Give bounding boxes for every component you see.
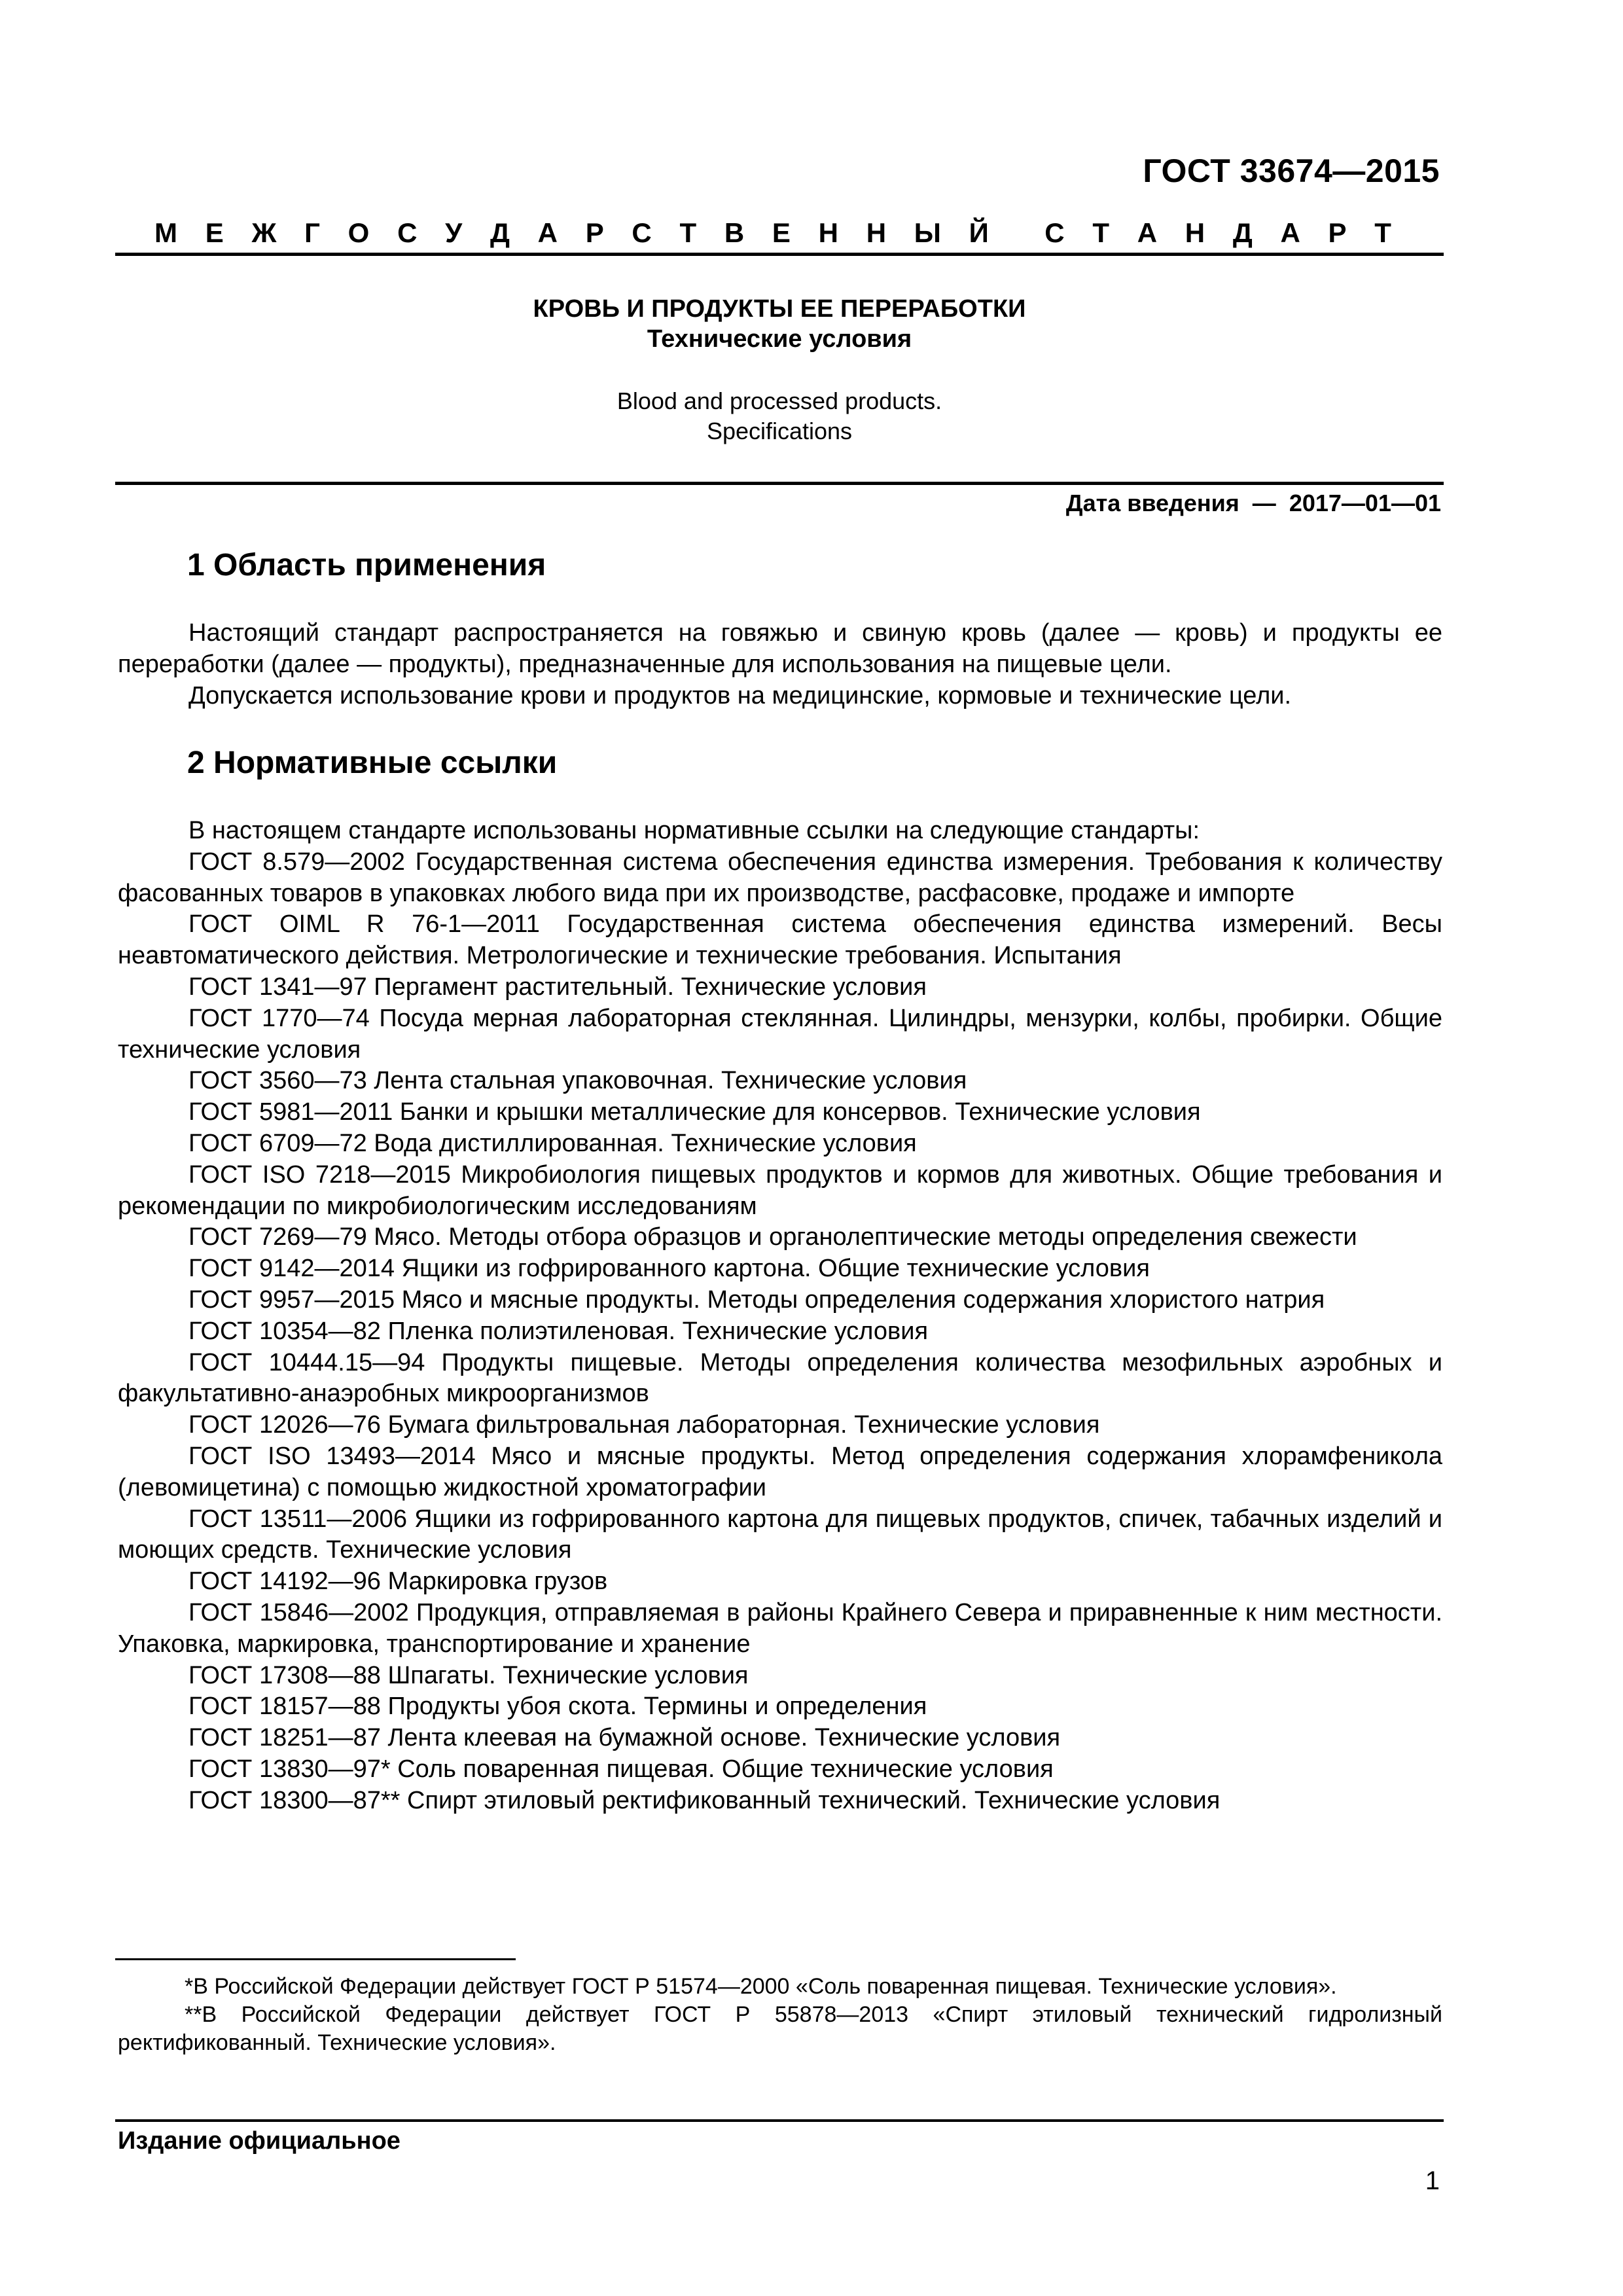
reference-item: ГОСТ 9142—2014 Ящики из гофрированного картона. Общие технические условия: [188, 1255, 1150, 1283]
reference-item: ГОСТ OIML R 76-1—2011 Государственная система обеспечения единства измерений. Весы неавтоматического действия. Метрологические и технические требования. Испытания: [118, 910, 1442, 970]
reference-item: ГОСТ 12026—76 Бумага фильтровальная лабораторная. Технические условия: [188, 1411, 1100, 1439]
reference-item: ГОСТ 14192—96 Маркировка грузов: [188, 1568, 608, 1596]
english-subtitle: Specifications: [706, 418, 853, 444]
reference-item: ГОСТ 13511—2006 Ящики из гофрированного картона для пищевых продуктов, спичек, табачных изделий и моющих средств. Технические условия: [118, 1505, 1442, 1564]
banner-letter: Н: [866, 217, 887, 248]
reference-item: ГОСТ 15846—2002 Продукция, отправляемая в районы Крайнего Севера и приравненные к ним местности. Упаковка, маркировка, транспортирование и хранение: [118, 1598, 1442, 1658]
banner-letter: А: [537, 217, 558, 248]
reference-item: ГОСТ 18300—87** Спирт этиловый ректификованный технический. Технические условия: [188, 1786, 1221, 1814]
document-subtitle: Технические условия: [647, 325, 912, 353]
banner-letter: Ы: [914, 217, 941, 248]
reference-item: ГОСТ ISO 7218—2015 Микробиология пищевых продуктов и кормов для животных. Общие требования и рекомендации по микробиологическим исследованиям: [118, 1160, 1442, 1220]
banner-letter: Р: [1328, 217, 1347, 248]
banner-letter: Т: [1374, 217, 1391, 248]
banner-letter: А: [1280, 217, 1300, 248]
reference-item: ГОСТ 10444.15—94 Продукты пищевые. Методы определения количества мезофильных аэробных и факультативно-анаэробных микроорганизмов: [118, 1348, 1442, 1408]
section-heading: 2 Нормативные ссылки: [187, 745, 558, 780]
section-body: [118, 618, 1442, 711]
title-divider: [115, 482, 1444, 485]
paragraph: Допускается использование крови и продуктов на медицинские, кормовые и технические цели.: [188, 681, 1292, 709]
reference-item: ГОСТ 1341—97 Пергамент растительный. Технические условия: [188, 973, 927, 1001]
banner-letter: Д: [490, 217, 510, 248]
reference-item: ГОСТ 13830—97* Соль поваренная пищевая. Общие технические условия: [188, 1755, 1054, 1783]
banner-letter: Г: [304, 217, 320, 248]
reference-item: ГОСТ 8.579—2002 Государственная система обеспечения единства измерения. Требования к количеству фасованных товаров в упаковках любого вида при их производстве, расфасовке, продаже и импорте: [118, 848, 1442, 907]
banner-letter: Н: [818, 217, 838, 248]
footnote: **В Российской Федерации действует ГОСТ Р 55878—2013 «Спирт этиловый технический гидролизный ректификованный. Технические условия».: [118, 2002, 1442, 2055]
footnote-divider: [115, 1958, 516, 1960]
reference-item: ГОСТ 17308—88 Шпагаты. Технические условия: [188, 1661, 749, 1689]
banner-letter: О: [348, 217, 370, 248]
page-number: 1: [1425, 2166, 1440, 2195]
header-divider: [115, 253, 1444, 256]
document-title: КРОВЬ И ПРОДУКТЫ ЕЕ ПЕРЕРАБОТКИ: [533, 295, 1026, 323]
english-title: Blood and processed products.: [616, 387, 942, 414]
banner-letter: Е: [205, 217, 224, 248]
footnote: *В Российской Федерации действует ГОСТ Р 51574—2000 «Соль поваренная пищевая. Технические условия».: [185, 1974, 1337, 1999]
reference-item: ГОСТ 1770—74 Посуда мерная лабораторная стеклянная. Цилиндры, мензурки, колбы, пробирки. Общие технические условия: [118, 1004, 1442, 1064]
banner-letter: М: [154, 217, 177, 248]
banner-letter: С: [397, 217, 418, 248]
reference-item: ГОСТ 3560—73 Лента стальная упаковочная. Технические условия: [188, 1067, 967, 1095]
banner-letter: А: [1137, 217, 1158, 248]
banner-letter: С: [632, 217, 652, 248]
paragraph: Настоящий стандарт распространяется на говяжью и свиную кровь (далее — кровь) и продукты ее переработки (далее — продукты), предназначенные для использования на пищевые цели.: [118, 619, 1442, 678]
banner-letter: Т: [679, 217, 697, 248]
banner-letter: Д: [1232, 217, 1253, 248]
banner-letter: У: [445, 217, 463, 248]
reference-item: ГОСТ 10354—82 Пленка полиэтиленовая. Технические условия: [188, 1317, 929, 1345]
banner-letter: Т: [1092, 217, 1109, 248]
interstate-standard-banner: [154, 217, 1391, 249]
introduction-date: Дата введения — 2017—01—01: [1065, 490, 1441, 516]
footnotes: [118, 1973, 1442, 2057]
section-heading: 1 Область применения: [187, 548, 546, 583]
reference-item: ГОСТ 9957—2015 Мясо и мясные продукты. Методы определения содержания хлористого натрия: [188, 1285, 1325, 1314]
reference-item: ГОСТ 18251—87 Лента клеевая на бумажной основе. Технические условия: [188, 1724, 1061, 1752]
gost-number: ГОСТ 33674—2015: [1143, 152, 1440, 189]
edition-label: Издание официальное: [118, 2127, 401, 2155]
banner-letter: Р: [585, 217, 604, 248]
footer-divider: [115, 2119, 1444, 2122]
banner-letter: Е: [772, 217, 791, 248]
paragraph: В настоящем стандарте использованы нормативные ссылки на следующие стандарты:: [188, 817, 1200, 844]
banner-letter: С: [1044, 217, 1065, 248]
reference-item: ГОСТ ISO 13493—2014 Мясо и мясные продукты. Метод определения содержания хлорамфеникола (левомицетина) с помощью жидкостной хроматографии: [118, 1442, 1442, 1501]
reference-item: ГОСТ 7269—79 Мясо. Методы отбора образцов и органолептические методы определения свежести: [188, 1223, 1357, 1251]
banner-letter: Й: [969, 217, 989, 248]
banner-letter: Н: [1185, 217, 1205, 248]
reference-item: ГОСТ 6709—72 Вода дистиллированная. Технические условия: [188, 1129, 917, 1157]
references-list: [118, 816, 1442, 1817]
reference-item: ГОСТ 5981—2011 Банки и крышки металлические для консервов. Технические условия: [188, 1098, 1201, 1126]
banner-letter: Ж: [251, 217, 277, 248]
reference-item: ГОСТ 18157—88 Продукты убоя скота. Термины и определения: [188, 1693, 927, 1721]
banner-letter: В: [724, 217, 745, 248]
